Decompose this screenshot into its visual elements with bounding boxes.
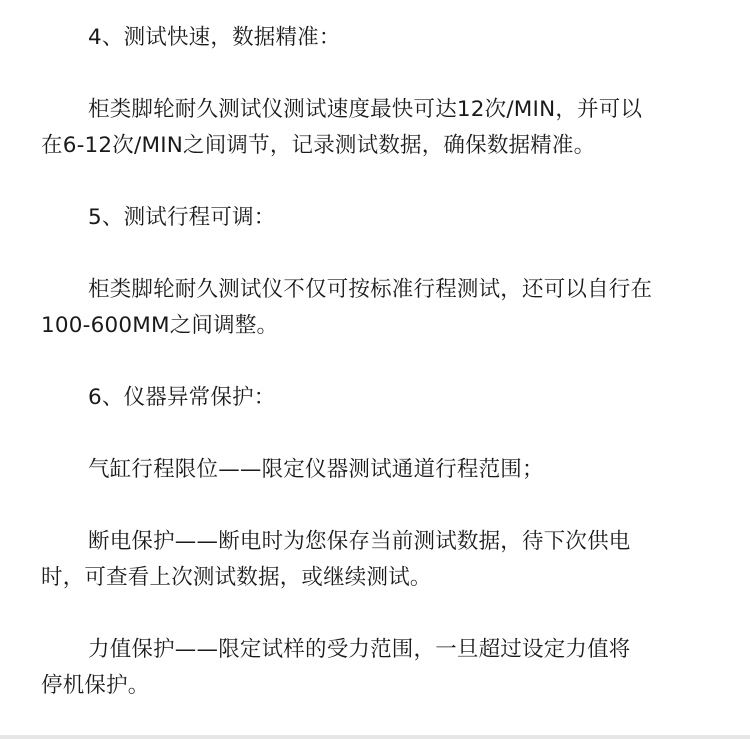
paragraph-line: 停机保护。	[41, 673, 150, 698]
bottom-divider	[0, 735, 750, 739]
paragraph-line: 气缸行程限位——限定仪器测试通道行程范围；	[88, 457, 544, 482]
section-heading-4: 4、测试快速，数据精准：	[88, 25, 341, 50]
paragraph-line: 柜类脚轮耐久测试仪测试速度最快可达12次/MIN，并可以	[88, 97, 643, 122]
paragraph-line: 在6-12次/MIN之间调节，记录测试数据，确保数据精准。	[41, 133, 596, 158]
section-heading-6: 6、仪器异常保护：	[88, 385, 276, 410]
paragraph-line: 力值保护——限定试样的受力范围，一旦超过设定力值将	[88, 637, 631, 662]
paragraph-line: 时，可查看上次测试数据，或继续测试。	[41, 565, 432, 590]
paragraph-line: 柜类脚轮耐久测试仪不仅可按标准行程测试，还可以自行在	[88, 277, 653, 302]
paragraph-line: 断电保护——断电时为您保存当前测试数据，待下次供电	[88, 529, 631, 554]
paragraph-line: 100-600MM之间调整。	[41, 313, 279, 338]
section-heading-5: 5、测试行程可调：	[88, 205, 276, 230]
